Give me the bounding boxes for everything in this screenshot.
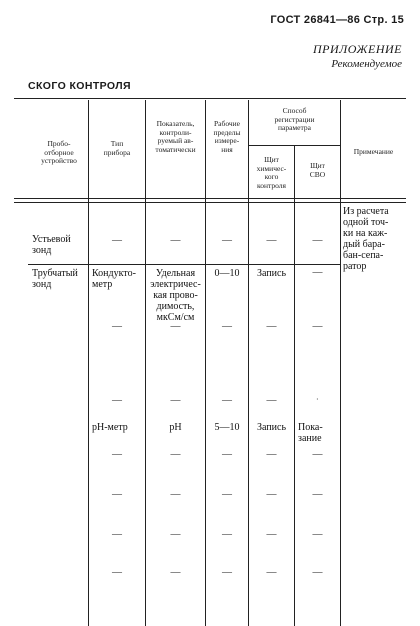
row9-limits-dash: — <box>222 567 232 578</box>
row8-limits-dash: — <box>222 529 232 540</box>
row7-indicator-dash: — <box>170 489 181 500</box>
section-title: СКОГО КОНТРОЛЯ <box>28 80 131 92</box>
row-rule-1 <box>28 264 248 265</box>
row6-cvo-dash: — <box>312 449 323 460</box>
row4-type-dash: — <box>112 395 122 406</box>
ph-limits: 5—10 <box>214 422 240 433</box>
row2-type: Кондукто- метр <box>92 268 136 290</box>
row7-cvo-dash: — <box>312 489 323 500</box>
row4-limits-dash: — <box>222 395 232 406</box>
appendix-subtitle: Рекомендуемое <box>331 58 402 70</box>
row4-chem-dash: — <box>266 395 277 406</box>
col-rule-6 <box>340 100 341 626</box>
appendix-title: ПРИЛОЖЕНИЕ <box>313 42 402 56</box>
row9-cvo-dash: — <box>312 567 323 578</box>
row6-indicator-dash: — <box>170 449 181 460</box>
ph-chem: Запись <box>256 422 287 433</box>
col-header-note: Примечание <box>353 147 394 156</box>
col-header-device: Пробо- отборное устройство <box>41 139 77 165</box>
col-rule-2 <box>145 100 146 626</box>
row7-limits-dash: — <box>222 489 232 500</box>
row4-indicator-dash: — <box>170 395 181 406</box>
row3-limits-dash: — <box>222 321 232 332</box>
col-header-method: Способ регистрации параметра <box>274 106 315 132</box>
row1-cvo-dash: — <box>312 235 323 246</box>
row1-device: Устьевой зонд <box>32 234 71 256</box>
row8-cvo-dash: — <box>312 529 323 540</box>
row3-cvo-dash: — <box>312 321 323 332</box>
col-rule-5 <box>294 145 295 626</box>
row1-indicator-dash: — <box>170 235 181 246</box>
row1-chem-dash: — <box>266 235 277 246</box>
row2-device: Трубчатый зонд <box>32 268 78 290</box>
row7-type-dash: — <box>112 489 122 500</box>
ph-type: pH-метр <box>92 422 128 433</box>
row8-type-dash: — <box>112 529 122 540</box>
col-header-type: Тип прибора <box>103 139 131 157</box>
row2-indicator: Удельная электричес- кая прово- димость, мкСм/см <box>150 268 201 323</box>
row9-indicator-dash: — <box>170 567 181 578</box>
row1-limits-dash: — <box>222 235 232 246</box>
col-header-limits: Рабочие пределы измере- ния <box>213 119 241 154</box>
header-bottom-rule <box>14 198 406 199</box>
row6-type-dash: — <box>112 449 122 460</box>
row2-cvo-dash: — <box>312 267 323 278</box>
col-header-panel-cvo: Щит СВО <box>309 161 326 179</box>
appendix-block <box>313 42 402 70</box>
row1-type-dash: — <box>112 235 122 246</box>
row9-chem-dash: — <box>266 567 277 578</box>
header-bottom-rule-2 <box>14 202 406 203</box>
running-header: ГОСТ 26841—86 Стр. 15 <box>270 14 404 26</box>
row7-chem-dash: — <box>266 489 277 500</box>
row6-limits-dash: — <box>222 449 232 460</box>
row8-chem-dash: — <box>266 529 277 540</box>
table-top-rule <box>14 98 406 99</box>
ph-indicator: pH <box>169 422 182 433</box>
col-rule-1 <box>88 100 89 626</box>
row3-type-dash: — <box>112 321 122 332</box>
col-header-indicator: Показатель, контроли- руемый ав- томатически <box>155 119 196 154</box>
row4-cvo-dot: · <box>316 395 319 404</box>
row2-limits: 0—10 <box>214 268 240 279</box>
col-header-panel-chem: Щит химичес- кого контроля <box>256 155 287 190</box>
row2-chem: Запись <box>256 268 287 279</box>
row3-chem-dash: — <box>266 321 277 332</box>
row3-indicator-dash: — <box>170 321 181 332</box>
row8-indicator-dash: — <box>170 529 181 540</box>
row6-chem-dash: — <box>266 449 277 460</box>
ph-cvo: Пока- зание <box>298 422 323 444</box>
row9-type-dash: — <box>112 567 122 578</box>
col-rule-3 <box>205 100 206 626</box>
row1-note: Из расчета одной точ- ки на каж- дый бара- бан-сепа- ратор <box>343 206 389 272</box>
